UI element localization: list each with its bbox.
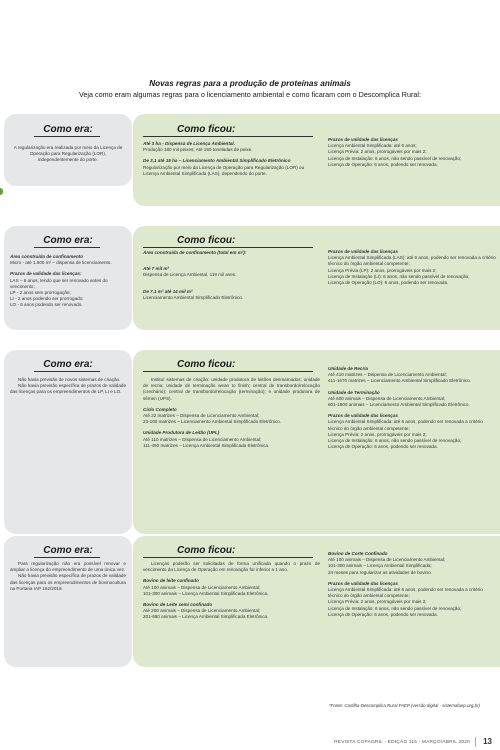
rule-text: Até 410 matrizes – Dispensa de Licenciamento Ambiental; — [328, 372, 447, 378]
como-ficou-heading: Como ficou: — [177, 235, 236, 246]
como-era-content-3 — [10, 359, 126, 396]
como-era-content-4 — [10, 545, 126, 592]
rule-text: 23-100 matrizes – Licenciamento Ambiental Simplificado Eletrônico. — [143, 419, 282, 425]
como-era-content-1 — [10, 124, 126, 164]
validity-item: Licença Ambiental Simplificada: até 6 anos, podendo ser renovada a critério técnico do órgão ambiental competente; — [328, 587, 483, 599]
validity-heading: Prazos de validade das licenças — [328, 137, 398, 142]
validity-heading: Prazos de validade das licenças — [328, 249, 398, 254]
rule-heading: Área construída de confinamento (total em m²): — [143, 250, 247, 255]
rule-text: 411-1670 matrizes – Licenciamento Ambiental Simplificado Eletrônico. — [328, 378, 471, 384]
heading-underline — [143, 557, 313, 558]
como-era-heading: Como era: — [43, 545, 93, 556]
como-ficou-heading: Como ficou: — [177, 545, 236, 556]
rule-text: Até 110 matrizes – Dispensa de Licenciamento Ambiental; — [143, 436, 262, 442]
rule-heading: Até 7 mil m² — [143, 266, 170, 272]
page-title: Novas regras para a produção de proteínas animais — [149, 79, 351, 88]
validity-item: Licença Prévia: 2 anos, prorrogáveis por mais 2; — [328, 431, 427, 437]
como-era-heading: Como era: — [43, 359, 93, 370]
rule-text: Produção 180 mil peixes; Até 150 toneladas de peixe. — [143, 147, 253, 153]
rule-heading: Unidade de Terminação — [328, 389, 380, 395]
validity-item: Licença Ambiental Simplificada: até 6 anos; — [328, 143, 417, 149]
rule-text: 201-650 animais – Licença Ambiental Simplificada Eletrônica. — [143, 614, 269, 620]
como-ficou-col2-2 — [328, 249, 498, 286]
validity-item: Licença Ambiental Simplificada (LAS): até 6 anos, podendo ser renovada a critério técnico do órgão ambiental competente; — [328, 255, 496, 267]
rule-heading: De 7,1 m² até 14 mil m² — [143, 288, 193, 294]
rule-text: 24 meses para regularizar as atividades de bovino. — [328, 569, 432, 575]
como-ficou-col1-2 — [143, 235, 320, 301]
rule-text: Não havia previsão específica de prazos de validade das licenças para os empreendimentos de LP, LI e LO. — [10, 383, 126, 395]
validity-item: LI - 2 anos podendo ser prorrogado; — [10, 296, 84, 302]
rule-text: Dispensa de Licença Ambiental, 119 mil aves. — [143, 272, 237, 278]
como-ficou-heading: Como ficou: — [177, 359, 236, 370]
validity-item: Licença Prévia (LP): 2 anos, prorrogáveis por mais 2; — [328, 267, 437, 273]
rule-text: Até 100 animais – Dispensa de Licenciamento Ambiental; — [143, 584, 261, 590]
validity-item: Licença de Instalação: 6 anos, não sendo passível de renovação; — [328, 155, 462, 161]
heading-underline — [143, 136, 313, 137]
heading-underline — [34, 557, 100, 558]
validity-item: LO - 6 anos podendo ser renovado. — [10, 302, 83, 308]
rule-text: Micro - até 1.500 m² – dispensa de licenciamento. — [10, 260, 112, 266]
como-ficou-col1-3 — [143, 359, 320, 449]
validity-heading: Prazos de validade das licenças: — [10, 271, 82, 277]
validity-item: Licença Ambiental Simplificada: até 6 anos, podendo ser renovada a critério técnico do órgão ambiental competente; — [328, 419, 483, 431]
rule-text: Para regularização não era possível renovar e ampliar a licença do empreendimento de uma única vez. — [10, 561, 126, 573]
como-era-content-2 — [10, 235, 126, 309]
rule-text: Até 600 animais – Dispensa de Licenciamento Ambiental; — [328, 395, 446, 401]
validity-item: Licença de Operação: 6 anos, podendo ser renovada. — [328, 444, 438, 450]
page-number: 13 — [483, 737, 492, 746]
heading-underline — [34, 247, 100, 248]
validity-item: Licença de Operação: 6 anos, podendo ser renovada. — [328, 611, 438, 617]
rule-text: 101-300 animais – Licença Ambiental Simplificada; — [328, 563, 432, 569]
validity-item: Licença de Instalação: 6 anos, não sendo passível de renovação; — [328, 438, 462, 444]
rule-text: Instituí sistemas de criação: unidade produtora de leitões desmamados; unidade de recria; unidade de terminação wean to finish; central de transbordo/relocação (crechário); central de transbordo/relocação (terminação); e unidade produtora de sêmen (UPS). — [143, 377, 320, 401]
validity-heading: Prazos de validade das licenças — [328, 580, 398, 586]
rule-heading: De 3,1 até 15 ha – Licenciamento Ambiental Simplificado Eletrônico — [143, 158, 291, 164]
como-ficou-col2-3 — [328, 366, 498, 450]
heading-underline — [34, 371, 100, 372]
rule-heading: Bovino de leite confinado — [143, 578, 199, 584]
como-ficou-col1-1 — [143, 124, 320, 177]
como-ficou-col2-1 — [328, 137, 498, 168]
validity-item: Licença de Operação (LO): 6 anos, podendo ser renovada. — [328, 280, 449, 286]
rule-text: Não havia previsão de novos sistemas de criação. — [18, 377, 121, 382]
validity-item: LAS – 6 anos, tendo que ser renovado antes do vencimento; — [10, 277, 108, 289]
como-ficou-heading: Como ficou: — [177, 124, 236, 135]
rule-heading: Unidade Produtora de Leitão (UPL) — [143, 430, 220, 436]
rule-text: Até 100 animais – Dispensa de Licenciamento Ambiental; — [328, 557, 446, 563]
leaf-decoration — [0, 188, 3, 195]
validity-item: Licença Prévia: 2 anos, prorrogáveis por mais 2; — [328, 599, 427, 605]
rule-heading: Unidade de Recria — [328, 366, 369, 371]
rule-text: Regularização por meio da Licença de Operação para Regularização (LOR) ou Licença Ambiental Simplificada (LAS), dependendo do porte. — [143, 164, 305, 176]
como-ficou-col2-4 — [328, 551, 498, 618]
rule-heading: Até 3 ha - Dispensa de Licença Ambiental. — [143, 141, 235, 146]
rule-text: 111-450 matrizes – Licença Ambiental Simplificada Eletrônica. — [143, 442, 270, 448]
rule-text: Licenciamento Ambiental Simplificado Eletrônico. — [143, 294, 244, 300]
rule-text: Não havia previsão específica de prazos de validade das licenças para os empreendimentos de bovinocultura na Portaria IAP 162/2018. — [10, 573, 126, 591]
rule-text: Licenças poderão ser solicitadas de forma unificada quando o prazo de vencimento da Licença de Operação em renovação for inferior a 1 ano. — [143, 561, 320, 573]
publication-footer: REVISTA COPAGRIL - EDIÇÃO 115 - MARÇO/ABRIL 2020 — [334, 740, 470, 745]
como-era-text: A regularização era realizada por meio da Licença de Operação para Regularização (LOR), independentemente do porte. — [13, 145, 123, 163]
validity-item: Licença de Instalação (LI): 6 anos, não sendo passível de renovação; — [328, 273, 470, 279]
source-footnote: *Fonte: Cartilha Descomplica Rural FAEP (versão digital - sistemafaep.org.br) — [328, 703, 480, 708]
validity-heading: Prazos de validade das licenças — [328, 413, 398, 419]
como-ficou-col1-4 — [143, 545, 320, 621]
heading-underline — [143, 247, 313, 248]
rule-heading: Área construída de confinamento — [10, 254, 84, 259]
rule-text: Até 22 matrizes – Dispensa de Licenciamento Ambiental; — [143, 413, 260, 419]
heading-underline — [143, 371, 313, 372]
validity-item: Licença Prévia: 2 anos, prorrogáveis por mais 2; — [328, 149, 427, 155]
rule-heading: Bovino de Leite semi confinado — [143, 602, 213, 608]
rule-heading: Ciclo Completo — [143, 406, 177, 412]
rule-text: 101-300 animais – Licença Ambiental Simplificada Eletrônica. — [143, 590, 269, 596]
validity-item: LP - 2 anos sem prorrogação; — [10, 290, 71, 296]
validity-item: Licença de Operação: 6 anos, podendo ser renovada. — [328, 161, 438, 167]
page-subtitle: Veja como eram algumas regras para o licenciamento ambiental e como ficaram com o Descomplica Rural: — [79, 90, 421, 99]
rule-heading: Bovino de Corte Confinado — [328, 551, 388, 556]
validity-item: Licença de Instalação: 6 anos, não sendo passível de renovação; — [328, 605, 462, 611]
como-era-heading: Como era: — [43, 235, 93, 246]
rule-text: Até 200 animais – Dispensa de Licenciamento Ambiental; — [143, 608, 261, 614]
footer-divider — [475, 737, 476, 747]
heading-underline — [34, 136, 100, 137]
como-era-heading: Como era: — [43, 124, 93, 135]
rule-text: 601-1800 animais – Licenciamento Ambiental Simplificado Eletrônico. — [328, 402, 470, 408]
